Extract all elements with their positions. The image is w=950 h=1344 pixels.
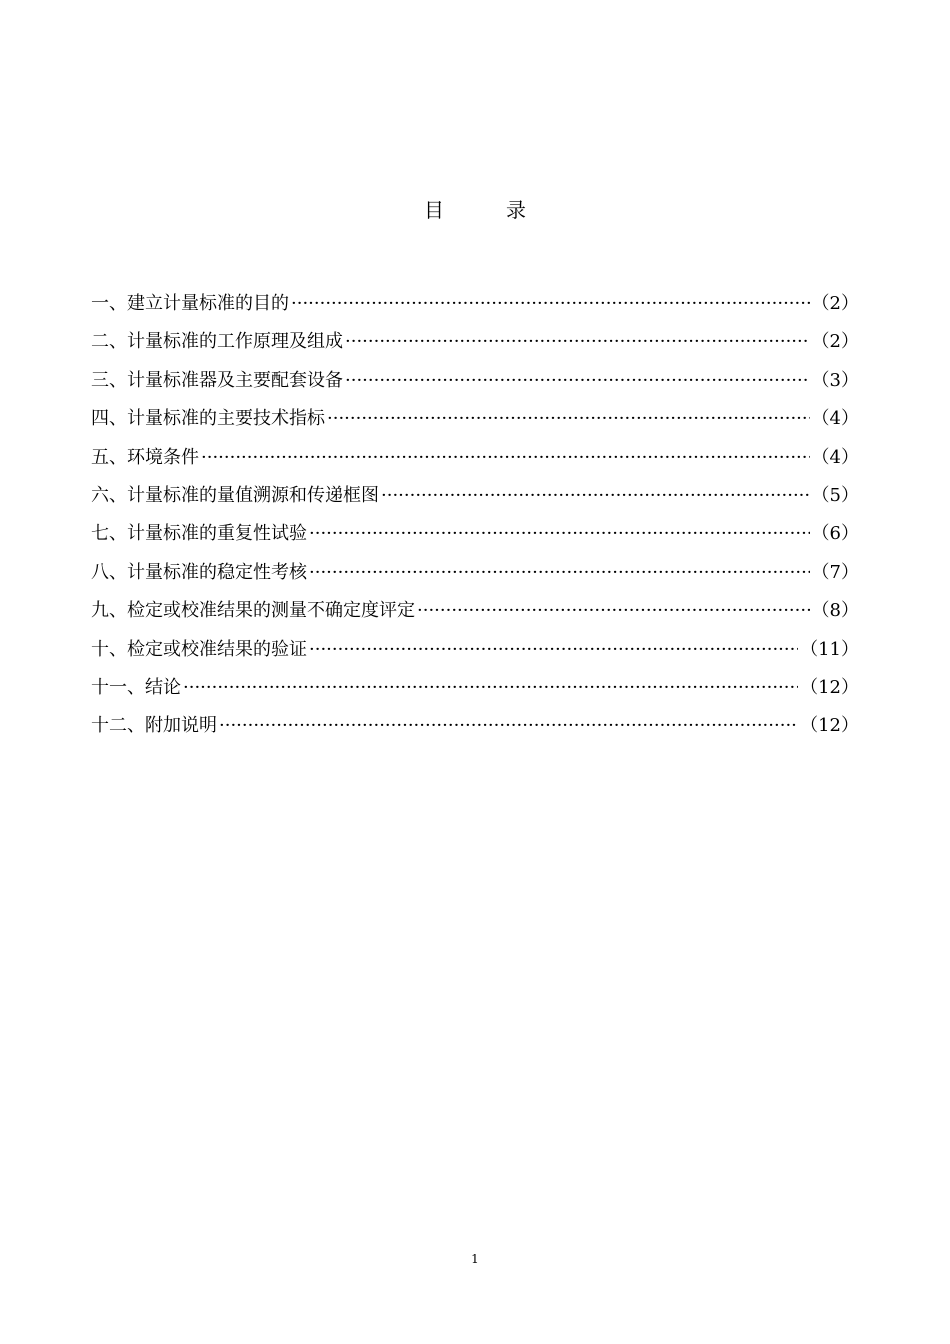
toc-item-page: （2） (811, 331, 859, 353)
toc-item-leader (309, 519, 810, 549)
toc-title (0, 196, 950, 224)
toc-item-page: （3） (811, 369, 859, 391)
toc-item-leader (309, 635, 798, 665)
toc-item-page: （12） (800, 715, 859, 737)
toc-item-leader (201, 443, 810, 473)
toc-item[interactable] (91, 558, 859, 596)
toc-item-leader (309, 558, 810, 588)
toc-item[interactable] (91, 519, 859, 557)
toc-item-leader (417, 596, 810, 626)
toc-item-page: （6） (811, 523, 859, 545)
toc-item[interactable] (91, 404, 859, 442)
toc-list (91, 289, 859, 750)
toc-item[interactable] (91, 443, 859, 481)
toc-item[interactable] (91, 481, 859, 519)
toc-item[interactable] (91, 673, 859, 711)
toc-item-leader (345, 327, 810, 357)
toc-item-leader (291, 289, 810, 319)
toc-item-page: （8） (811, 600, 859, 622)
toc-item-page: （11） (800, 638, 859, 660)
toc-item-label: 四、计量标准的主要技术指标 (91, 408, 325, 430)
toc-item[interactable] (91, 327, 859, 365)
toc-item-leader (381, 481, 810, 511)
toc-item-label: 九、检定或校准结果的测量不确定度评定 (91, 600, 415, 622)
toc-item-label: 十、检定或校准结果的验证 (91, 638, 307, 660)
toc-item-label: 六、计量标准的量值溯源和传递框图 (91, 484, 379, 506)
toc-title-left: 目 (424, 198, 444, 222)
toc-item-label: 三、计量标准器及主要配套设备 (91, 369, 343, 391)
toc-item[interactable] (91, 711, 859, 749)
toc-item-page: （4） (811, 446, 859, 468)
toc-item-page: （4） (811, 408, 859, 430)
toc-item-label: 八、计量标准的稳定性考核 (91, 561, 307, 583)
toc-item[interactable] (91, 289, 859, 327)
toc-item-label: 五、环境条件 (91, 446, 199, 468)
toc-item[interactable] (91, 635, 859, 673)
toc-item-leader (183, 673, 798, 703)
page-number: 1 (471, 1252, 479, 1266)
toc-item-page: （12） (800, 676, 859, 698)
toc-item-page: （2） (811, 293, 859, 314)
toc-item-page: （5） (811, 484, 859, 506)
toc-item-leader (345, 366, 810, 396)
toc-item-label: 一、建立计量标准的目的 (91, 293, 289, 314)
toc-item-label: 十一、结论 (91, 676, 181, 698)
toc-item[interactable] (91, 366, 859, 404)
toc-item-page: （7） (811, 561, 859, 583)
toc-item[interactable] (91, 596, 859, 634)
toc-item-label: 二、计量标准的工作原理及组成 (91, 331, 343, 353)
toc-item-label: 七、计量标准的重复性试验 (91, 523, 307, 545)
toc-item-leader (327, 404, 810, 434)
toc-item-leader (219, 711, 798, 741)
toc-item-label: 十二、附加说明 (91, 715, 217, 737)
toc-title-right: 录 (506, 198, 526, 222)
